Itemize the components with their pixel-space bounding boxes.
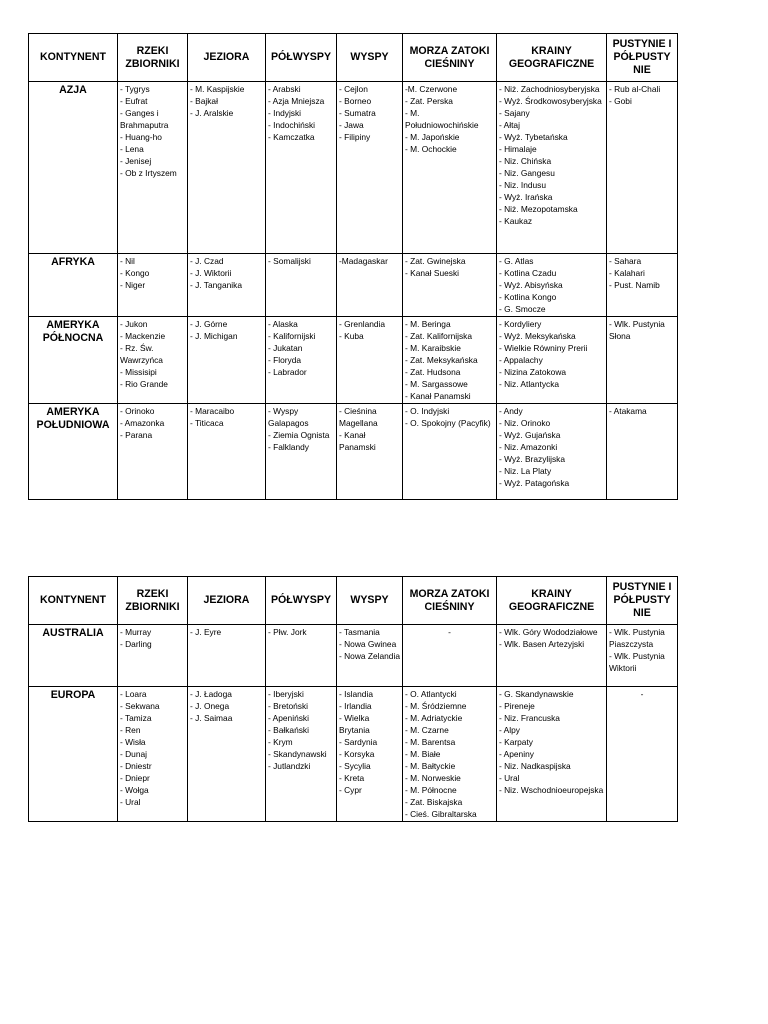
list-item: - Kalahari: [609, 268, 645, 278]
list-item: - Zat. Perska: [405, 96, 453, 106]
list-item: -: [448, 627, 451, 637]
list-item: - Bajkał: [190, 96, 218, 106]
list-item: - Wielkie Równiny Prerii: [499, 343, 588, 353]
list-item: - Darling: [120, 639, 152, 649]
list-item: - Bałkański: [268, 725, 309, 735]
list-item: - M. Adriatyckie: [405, 713, 463, 723]
list-item: - Karpaty: [499, 737, 533, 747]
list-item: - Falklandy: [268, 442, 309, 452]
list-item: - Wlk. Pustynia Piaszczysta: [609, 627, 668, 649]
list-item: - Ałtaj: [499, 120, 520, 130]
list-item: - Irlandia: [339, 701, 372, 711]
cell-pustynie: [607, 254, 678, 317]
list-item: - M. Bałtyckie: [405, 761, 456, 771]
list-item: - Niz. Chińska: [499, 156, 552, 166]
cell-wyspy: [337, 404, 403, 500]
list-item: - M. Ochockie: [405, 144, 457, 154]
list-item: - Nowa Zelandia: [339, 651, 400, 661]
list-item: - G. Atlas: [499, 256, 534, 266]
list-item: - Islandia: [339, 689, 373, 699]
list-item: - Wyż. Brazylijska: [499, 454, 565, 464]
cell-morza: [403, 625, 497, 687]
header-kontynent: KONTYNENT: [29, 34, 118, 82]
header-morza: MORZA ZATOKI CIEŚNINY: [403, 34, 497, 82]
header-wyspy: WYSPY: [337, 577, 403, 625]
list-item: - Ganges i Brahmaputra: [120, 108, 169, 130]
list-item: - Wielka Brytania: [339, 713, 372, 735]
list-item: - Huang-ho: [120, 132, 162, 142]
list-item: - Alaska: [268, 319, 298, 329]
list-item: - Tygrys: [120, 84, 150, 94]
list-item: - Niz. Gangesu: [499, 168, 555, 178]
list-item: - Cieś. Gibraltarska: [405, 809, 477, 819]
list-item: - J. Ładoga: [190, 689, 232, 699]
list-item: - Dniepr: [120, 773, 150, 783]
list-item: - Rio Grande: [120, 379, 168, 389]
header-jeziora: JEZIORA: [188, 34, 266, 82]
list-item: - Borneo: [339, 96, 372, 106]
list-item: - Amazonka: [120, 418, 165, 428]
cell-pustynie: [607, 625, 678, 687]
list-item: - Wlk. Góry Wododziałowe: [499, 627, 598, 637]
header-pustynie: PUSTYNIE I PÓŁPUSTY NIE: [607, 577, 678, 625]
cell-rzeki: [118, 687, 188, 822]
cell-wyspy: [337, 317, 403, 404]
list-item: - Rub al-Chali: [609, 84, 661, 94]
cell-kontynent: AMERYKA POŁUDNIOWA: [29, 404, 118, 500]
header-wyspy: WYSPY: [337, 34, 403, 82]
list-item: - Andy: [499, 406, 523, 416]
list-item: - Niz. Nadkaspijska: [499, 761, 571, 771]
list-item: - Kotlina Kongo: [499, 292, 557, 302]
list-item: - Sekwana: [120, 701, 160, 711]
list-item: - Kotlina Czadu: [499, 268, 557, 278]
list-item: - Ob z Irtyszem: [120, 168, 177, 178]
list-item: - O. Atlantycki: [405, 689, 457, 699]
list-item: - Cypr: [339, 785, 362, 795]
list-item: - Wyż. Irańska: [499, 192, 553, 202]
table-row: [29, 82, 678, 254]
list-item: - Appalachy: [499, 355, 543, 365]
header-polwyspy: PÓŁWYSPY: [266, 34, 337, 82]
cell-pustynie: [607, 687, 678, 822]
list-item: - Wyż. Meksykańska: [499, 331, 576, 341]
list-item: - Niz. Orinoko: [499, 418, 551, 428]
list-item: - Mackenzie: [120, 331, 166, 341]
list-item: - Wyspy Galapagos: [268, 406, 309, 428]
cell-jeziora: [188, 404, 266, 500]
list-item: - Somalijski: [268, 256, 311, 266]
list-item: - Ziemia Ognista: [268, 430, 330, 440]
list-item: - Bretoński: [268, 701, 309, 711]
cell-morza: [403, 317, 497, 404]
list-item: - Indyjski: [268, 108, 302, 118]
list-item: - Wlk. Pustynia Słona: [609, 319, 668, 341]
list-item: - G. Smocze: [499, 304, 546, 314]
list-item: - Niz. Francuska: [499, 713, 560, 723]
cell-rzeki: [118, 625, 188, 687]
list-item: - Niż. Zachodniosyberyjska: [499, 84, 600, 94]
table-row: [29, 254, 678, 317]
list-item: - Eufrat: [120, 96, 148, 106]
list-item: - Cejlon: [339, 84, 368, 94]
list-item: - O. Spokojny (Pacyfik): [405, 418, 491, 428]
list-item: - Ural: [499, 773, 520, 783]
list-item: - Kalifornijski: [268, 331, 316, 341]
cell-jeziora: [188, 687, 266, 822]
list-item: - Jukatan: [268, 343, 303, 353]
header-pustynie: PUSTYNIE I PÓŁPUSTY NIE: [607, 34, 678, 82]
cell-morza: [403, 404, 497, 500]
cell-jeziora: [188, 82, 266, 254]
list-item: - Iberyjski: [268, 689, 304, 699]
list-item: - Zat. Meksykańska: [405, 355, 478, 365]
list-item: - Kanał Panamski: [339, 430, 376, 452]
cell-krainy: [497, 317, 607, 404]
list-item: - Jutlandzki: [268, 761, 311, 771]
cell-rzeki: [118, 254, 188, 317]
cell-jeziora: [188, 317, 266, 404]
table-row: [29, 625, 678, 687]
list-item: - J. Czad: [190, 256, 224, 266]
list-item: - Kreta: [339, 773, 365, 783]
cell-krainy: [497, 82, 607, 254]
list-item: - Sumatra: [339, 108, 376, 118]
list-item: - Maracaibo: [190, 406, 235, 416]
cell-morza: [403, 687, 497, 822]
list-item: - Niż. Mezopotamska: [499, 204, 578, 214]
list-item: - Grenlandia: [339, 319, 386, 329]
list-item: - Dniestr: [120, 761, 152, 771]
cell-jeziora: [188, 625, 266, 687]
list-item: - Wołga: [120, 785, 149, 795]
list-item: - Floryda: [268, 355, 302, 365]
cell-wyspy: [337, 82, 403, 254]
list-item: - Kamczatka: [268, 132, 315, 142]
cell-kontynent: AZJA: [29, 82, 118, 254]
list-item: - Nowa Gwinea: [339, 639, 397, 649]
list-item: - Skandynawski: [268, 749, 327, 759]
list-item: - Zat. Gwinejska: [405, 256, 466, 266]
list-item: - M. Białe: [405, 749, 441, 759]
cell-rzeki: [118, 82, 188, 254]
list-item: - M. Północne: [405, 785, 457, 795]
list-item: - Niz. La Platy: [499, 466, 552, 476]
list-item: - Gobi: [609, 96, 632, 106]
list-item: - Wyż. Gujańska: [499, 430, 561, 440]
list-item: - Jenisej: [120, 156, 152, 166]
geography-table-1: [28, 33, 678, 500]
list-item: - Zat. Biskajska: [405, 797, 463, 807]
list-item: - Ural: [120, 797, 141, 807]
cell-morza: [403, 82, 497, 254]
list-item: - Niz. Indusu: [499, 180, 547, 190]
cell-morza: [403, 254, 497, 317]
list-item: - Cieśnina Magellana: [339, 406, 380, 428]
list-item: - Labrador: [268, 367, 307, 377]
list-item: - J. Onega: [190, 701, 230, 711]
cell-kontynent: EUROPA: [29, 687, 118, 822]
header-polwyspy: PÓŁWYSPY: [266, 577, 337, 625]
header-rzeki: RZEKI ZBIORNIKI: [118, 34, 188, 82]
header-krainy: KRAINY GEOGRAFICZNE: [497, 577, 607, 625]
list-item: - Wisła: [120, 737, 146, 747]
list-item: - J. Tanganika: [190, 280, 242, 290]
list-item: - Lena: [120, 144, 144, 154]
header-morza: MORZA ZATOKI CIEŚNINY: [403, 577, 497, 625]
list-item: - Missisipi: [120, 367, 157, 377]
header-rzeki: RZEKI ZBIORNIKI: [118, 577, 188, 625]
list-item: - Loara: [120, 689, 147, 699]
cell-wyspy: [337, 254, 403, 317]
list-item: - Tamiza: [120, 713, 152, 723]
list-item: - Wyż. Środkowosyberyjska: [499, 96, 602, 106]
list-item: - M. Norweskie: [405, 773, 461, 783]
list-item: - G. Skandynawskie: [499, 689, 574, 699]
list-item: -M. Czerwone: [405, 84, 458, 94]
list-item: - Wyż. Abisyńska: [499, 280, 563, 290]
list-item: - Niz. Wschodnioeuropejska: [499, 785, 604, 795]
list-item: - Krym: [268, 737, 293, 747]
list-item: - Sardynia: [339, 737, 378, 747]
list-item: - Jukon: [120, 319, 148, 329]
list-item: - Kanał Panamski: [405, 391, 471, 401]
list-item: -Madagaskar: [339, 256, 388, 266]
list-item: - Sahara: [609, 256, 642, 266]
cell-rzeki: [118, 404, 188, 500]
cell-polwyspy: [266, 404, 337, 500]
cell-kontynent: AUSTRALIA: [29, 625, 118, 687]
list-item: - Zat. Hudsona: [405, 367, 461, 377]
list-item: - Kuba: [339, 331, 364, 341]
list-item: - Kanał Sueski: [405, 268, 459, 278]
list-item: - Azja Mniejsza: [268, 96, 325, 106]
cell-polwyspy: [266, 82, 337, 254]
list-item: - Ren: [120, 725, 141, 735]
list-item: - M. Śródziemne: [405, 701, 467, 711]
list-item: - Apeniny: [499, 749, 534, 759]
list-item: - M. Kaspijskie: [190, 84, 245, 94]
list-item: - Indochiński: [268, 120, 316, 130]
list-item: - Wlk. Pustynia Wiktorii: [609, 651, 668, 673]
cell-krainy: [497, 254, 607, 317]
table-row: [29, 404, 678, 500]
list-item: - Wlk. Basen Artezyjski: [499, 639, 585, 649]
list-item: - Himalaje: [499, 144, 537, 154]
list-item: - J. Aralskie: [190, 108, 234, 118]
list-item: - Zat. Kalifornijska: [405, 331, 473, 341]
list-item: - J. Saimaa: [190, 713, 233, 723]
list-item: - Jawa: [339, 120, 364, 130]
list-item: - J. Eyre: [190, 627, 222, 637]
list-item: - Wyż. Tybetańska: [499, 132, 568, 142]
table-row: [29, 687, 678, 822]
list-item: - Titicaca: [190, 418, 224, 428]
list-item: - Tasmania: [339, 627, 380, 637]
list-item: - Kordyliery: [499, 319, 542, 329]
list-item: - Orinoko: [120, 406, 155, 416]
list-item: - Apeniński: [268, 713, 309, 723]
list-item: - Parana: [120, 430, 153, 440]
header-jeziora: JEZIORA: [188, 577, 266, 625]
list-item: - Płw. Jork: [268, 627, 307, 637]
list-item: - Pust. Namib: [609, 280, 660, 290]
list-item: - M. Beringa: [405, 319, 451, 329]
list-item: - J. Wiktorii: [190, 268, 232, 278]
cell-polwyspy: [266, 687, 337, 822]
list-item: - J. Michigan: [190, 331, 238, 341]
list-item: - M. Barentsa: [405, 737, 456, 747]
list-item: - Nil: [120, 256, 135, 266]
list-item: - Dunaj: [120, 749, 147, 759]
cell-kontynent: AMERYKA PÓŁNOCNA: [29, 317, 118, 404]
list-item: - Korsyka: [339, 749, 375, 759]
list-item: - Rz. Św. Wawrzyńca: [120, 343, 163, 365]
list-item: - Niz. Atlantycka: [499, 379, 560, 389]
list-item: - Kaukaz: [499, 216, 533, 226]
cell-wyspy: [337, 687, 403, 822]
cell-krainy: [497, 687, 607, 822]
cell-polwyspy: [266, 254, 337, 317]
header-row: [29, 34, 678, 82]
list-item: - Sycylia: [339, 761, 371, 771]
list-item: - Filipiny: [339, 132, 371, 142]
cell-wyspy: [337, 625, 403, 687]
header-row: [29, 577, 678, 625]
cell-pustynie: [607, 404, 678, 500]
list-item: - O. Indyjski: [405, 406, 450, 416]
list-item: - M. Południowochińskie: [405, 108, 479, 130]
cell-rzeki: [118, 317, 188, 404]
list-item: - Sajany: [499, 108, 530, 118]
cell-jeziora: [188, 254, 266, 317]
list-item: - Wyż. Patagońska: [499, 478, 570, 488]
table-row: [29, 317, 678, 404]
list-item: - Niz. Amazonki: [499, 442, 558, 452]
list-item: - Arabski: [268, 84, 301, 94]
header-krainy: KRAINY GEOGRAFICZNE: [497, 34, 607, 82]
cell-polwyspy: [266, 317, 337, 404]
list-item: - Alpy: [499, 725, 520, 735]
list-item: - M. Japońskie: [405, 132, 460, 142]
cell-polwyspy: [266, 625, 337, 687]
cell-pustynie: [607, 82, 678, 254]
list-item: - Kongo: [120, 268, 150, 278]
geography-table-2: [28, 576, 678, 822]
cell-krainy: [497, 404, 607, 500]
list-item: - Nizina Zatokowa: [499, 367, 567, 377]
list-item: - Atakama: [609, 406, 647, 416]
list-item: - M. Karaibskie: [405, 343, 461, 353]
list-item: - Pireneje: [499, 701, 535, 711]
list-item: - Niger: [120, 280, 146, 290]
header-kontynent: KONTYNENT: [29, 577, 118, 625]
cell-kontynent: AFRYKA: [29, 254, 118, 317]
cell-krainy: [497, 625, 607, 687]
list-item: - M. Czarne: [405, 725, 449, 735]
list-item: - M. Sargassowe: [405, 379, 468, 389]
cell-pustynie: [607, 317, 678, 404]
list-item: - Murray: [120, 627, 152, 637]
list-item: - J. Górne: [190, 319, 228, 329]
list-item: -: [640, 689, 644, 699]
